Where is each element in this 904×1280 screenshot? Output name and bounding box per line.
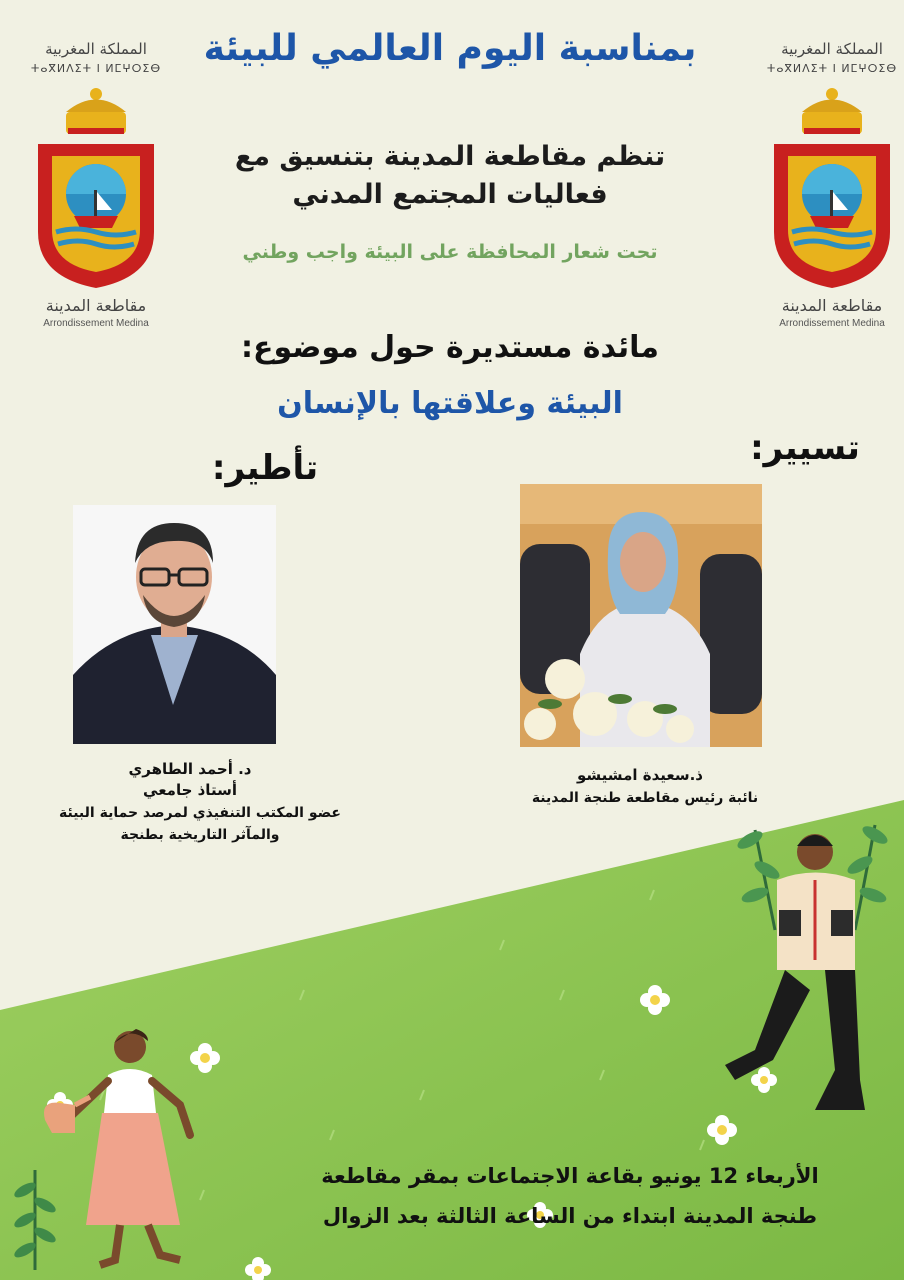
framer-photo [73,505,276,744]
coat-of-arms-icon [36,82,156,292]
date-location-line-2: طنجة المدينة ابتداء من الساعة الثالثة بعد الزوال [322,1204,818,1228]
occasion-title: بمناسبة اليوم العالمي للبيئة [203,28,697,69]
district-name-arabic: مقاطعة المدينة [781,296,883,315]
moderation-label: تسيير: [750,428,860,468]
plant-icon [5,1160,65,1270]
moderator-name: ذ.سعيدة امشيشو [577,766,703,784]
coat-of-arms-icon [772,82,892,292]
district-name-french: Arrondissement Medina [43,318,149,329]
district-name-french: Arrondissement Medina [779,318,885,329]
kingdom-name-tifinagh: ⵜⴰⴳⵍⴷⵉⵜ ⵏ ⵍⵎⵖⵔⵉⴱ [30,62,162,75]
date-location-line-1: الأربعاء 12 يونيو بقاعة الاجتماعات بمقر مقاطعة [321,1164,819,1188]
district-name-arabic: مقاطعة المدينة [45,296,147,315]
kingdom-name-arabic: المملكة المغربية [781,40,883,58]
man-with-plants-illustration [715,810,895,1130]
framer-role-line-2: والمآثر التاريخية بطنجة [120,827,280,843]
framer-title: أستاذ جامعي [143,781,237,799]
kingdom-name-tifinagh: ⵜⴰⴳⵍⴷⵉⵜ ⵏ ⵍⵎⵖⵔⵉⴱ [766,62,898,75]
organizer-text [190,138,710,214]
topic-title: البيئة وعلاقتها بالإنسان [277,386,623,421]
framer-name: د. أحمد الطاهري [128,760,252,778]
framer-role-line-1: عضو المكتب التنفيذي لمرصد حماية البيئة [59,805,341,821]
kingdom-name-arabic: المملكة المغربية [45,40,147,58]
roundtable-heading: مائدة مستديرة حول موضوع: [241,330,659,365]
framing-label: تأطير: [211,448,319,488]
district-logo-right [752,40,904,340]
organizer-line-2: فعاليات المجتمع المدني [292,178,608,210]
slogan: تحت شعار المحافظة على البيئة واجب وطني [242,241,658,263]
district-logo-left [16,40,176,340]
moderator-role: نائبة رئيس مقاطعة طنجة المدينة [531,790,759,806]
moderator-photo [520,484,762,747]
organizer-line-1: تنظم مقاطعة المدينة بتنسيق مع [234,141,666,172]
